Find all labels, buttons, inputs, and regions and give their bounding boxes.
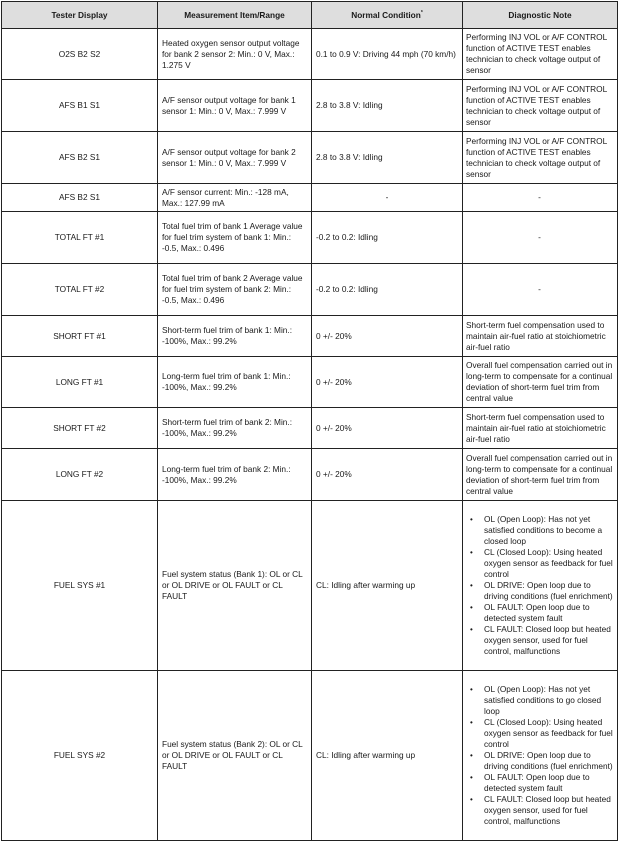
measurement-cell: Short-term fuel trim of bank 2: Min.: -100%, Max.: 99.2% [158, 408, 312, 449]
measurement-cell: A/F sensor output voltage for bank 2 sensor 1: Min.: 0 V, Max.: 7.999 V [158, 132, 312, 184]
table-row [2, 408, 618, 449]
measurement-cell: A/F sensor current: Min.: -128 mA, Max.: 127.99 mA [158, 184, 312, 212]
normal-condition-cell: 0.1 to 0.9 V: Driving 44 mph (70 km/h) [312, 29, 463, 80]
list-item: • CL (Closed Loop): Using heated oxygen sensor as feedback for fuel control [466, 717, 613, 750]
normal-condition-cell: 0 +/- 20% [312, 449, 463, 501]
diagnostic-note-cell: Performing INJ VOL or A/F CONTROL function of ACTIVE TEST enables technician to check voltage output of sensor [463, 29, 618, 80]
header-row [2, 2, 618, 29]
measurement-cell: Fuel system status (Bank 1): OL or CL or OL DRIVE or OL FAULT or CL FAULT [158, 501, 312, 671]
table-row [2, 264, 618, 316]
measurement-cell: A/F sensor output voltage for bank 1 sensor 1: Min.: 0 V, Max.: 7.999 V [158, 80, 312, 132]
measurement-cell: Short-term fuel trim of bank 1: Min.: -100%, Max.: 99.2% [158, 316, 312, 357]
table-row [2, 29, 618, 80]
tester-display-cell: TOTAL FT #1 [2, 212, 158, 264]
normal-condition-cell: 2.8 to 3.8 V: Idling [312, 80, 463, 132]
table-row [2, 184, 618, 212]
diagnostic-note-cell: Performing INJ VOL or A/F CONTROL function of ACTIVE TEST enables technician to check voltage output of sensor [463, 132, 618, 184]
tester-display-cell: SHORT FT #1 [2, 316, 158, 357]
normal-condition-cell: 0 +/- 20% [312, 408, 463, 449]
diagnostic-note-cell: Short-term fuel compensation used to maintain air-fuel ratio at stoichiometric air-fuel ratio [463, 408, 618, 449]
tester-display-cell: AFS B2 S1 [2, 132, 158, 184]
measurement-cell: Long-term fuel trim of bank 1: Min.: -100%, Max.: 99.2% [158, 357, 312, 408]
diagnostic-table [1, 1, 618, 841]
tester-display-cell: O2S B2 S2 [2, 29, 158, 80]
tester-display-cell: AFS B1 S1 [2, 80, 158, 132]
measurement-cell: Total fuel trim of bank 2 Average value for fuel trim system of bank 2: Min.: -0.5, Max.: 0.496 [158, 264, 312, 316]
header-tester-display: Tester Display [2, 2, 158, 29]
footnote-mark: * [420, 9, 423, 16]
list-item: • OL (Open Loop): Has not yet satisfied conditions to become a closed loop [466, 514, 613, 547]
normal-condition-cell: CL: Idling after warming up [312, 501, 463, 671]
diagnostic-note-cell: Overall fuel compensation carried out in long-term to compensate for a continual deviation of short-term fuel trim from central value [463, 449, 618, 501]
table-row [2, 80, 618, 132]
normal-condition-cell: -0.2 to 0.2: Idling [312, 264, 463, 316]
tester-display-cell: FUEL SYS #2 [2, 671, 158, 841]
normal-condition-cell: 0 +/- 20% [312, 357, 463, 408]
table-row [2, 671, 618, 841]
table-row [2, 501, 618, 671]
normal-condition-cell: -0.2 to 0.2: Idling [312, 212, 463, 264]
table-row [2, 316, 618, 357]
table-row [2, 449, 618, 501]
tester-display-cell: LONG FT #2 [2, 449, 158, 501]
measurement-cell: Heated oxygen sensor output voltage for bank 2 sensor 2: Min.: 0 V, Max.: 1.275 V [158, 29, 312, 80]
bullet-list [466, 514, 613, 657]
measurement-cell: Total fuel trim of bank 1 Average value for fuel trim system of bank 1: Min.: -0.5, Max.: 0.496 [158, 212, 312, 264]
table-row [2, 357, 618, 408]
diagnostic-note-cell: Performing INJ VOL or A/F CONTROL function of ACTIVE TEST enables technician to check voltage output of sensor [463, 80, 618, 132]
diagnostic-note-cell [463, 671, 618, 841]
header-measurement: Measurement Item/Range [158, 2, 312, 29]
list-item: • OL (Open Loop): Has not yet satisfied conditions to go closed loop [466, 684, 613, 717]
header-diagnostic-note: Diagnostic Note [463, 2, 618, 29]
tester-display-cell: AFS B2 S1 [2, 184, 158, 212]
list-item: • CL (Closed Loop): Using heated oxygen sensor as feedback for fuel control [466, 547, 613, 580]
diagnostic-note-cell: - [463, 184, 618, 212]
normal-condition-cell: 2.8 to 3.8 V: Idling [312, 132, 463, 184]
table-row [2, 212, 618, 264]
tester-display-cell: FUEL SYS #1 [2, 501, 158, 671]
measurement-cell: Fuel system status (Bank 2): OL or CL or OL DRIVE or OL FAULT or CL FAULT [158, 671, 312, 841]
list-item: • OL DRIVE: Open loop due to driving conditions (fuel enrichment) [466, 750, 613, 772]
diagnostic-note-cell: - [463, 264, 618, 316]
diagnostic-note-cell: Short-term fuel compensation used to maintain air-fuel ratio at stoichiometric air-fuel ratio [463, 316, 618, 357]
tester-display-cell: TOTAL FT #2 [2, 264, 158, 316]
list-item: • CL FAULT: Closed loop but heated oxygen sensor, used for fuel control, malfunctions [466, 624, 613, 657]
table-row [2, 132, 618, 184]
diagnostic-note-cell: - [463, 212, 618, 264]
list-item: • OL FAULT: Open loop due to detected system fault [466, 602, 613, 624]
normal-condition-cell: CL: Idling after warming up [312, 671, 463, 841]
list-item: • OL FAULT: Open loop due to detected system fault [466, 772, 613, 794]
list-item: • OL DRIVE: Open loop due to driving conditions (fuel enrichment) [466, 580, 613, 602]
bullet-list [466, 684, 613, 827]
tester-display-cell: LONG FT #1 [2, 357, 158, 408]
tester-display-cell: SHORT FT #2 [2, 408, 158, 449]
normal-condition-cell: - [312, 184, 463, 212]
diagnostic-note-cell [463, 501, 618, 671]
normal-condition-cell: 0 +/- 20% [312, 316, 463, 357]
measurement-cell: Long-term fuel trim of bank 2: Min.: -100%, Max.: 99.2% [158, 449, 312, 501]
diagnostic-note-cell: Overall fuel compensation carried out in long-term to compensate for a continual deviation of short-term fuel trim from central value [463, 357, 618, 408]
header-normal-condition: Normal Condition* [312, 2, 463, 29]
list-item: • CL FAULT: Closed loop but heated oxygen sensor, used for fuel control, malfunctions [466, 794, 613, 827]
